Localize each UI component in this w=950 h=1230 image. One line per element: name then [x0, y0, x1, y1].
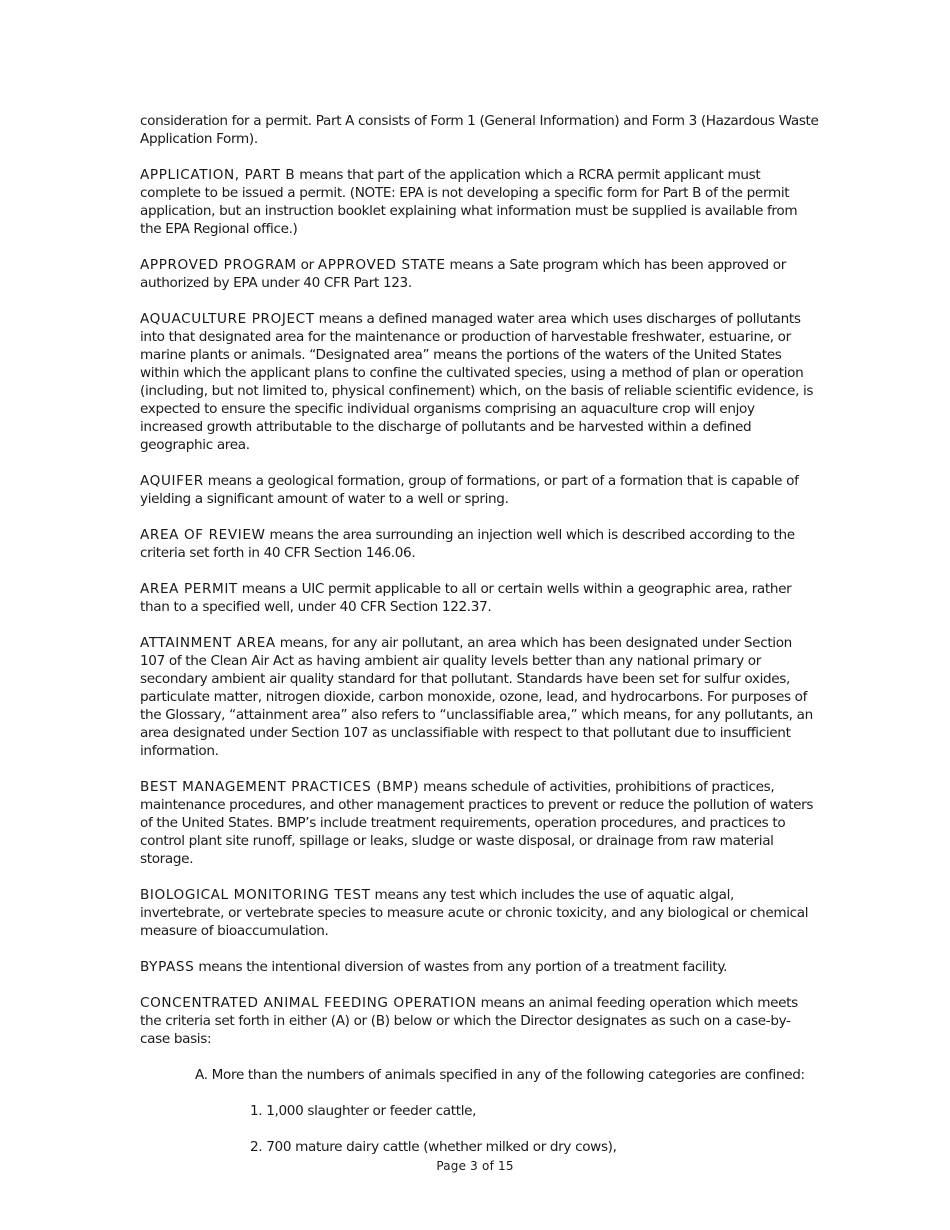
definition-connector: or	[296, 257, 318, 273]
definition-text: means a UIC permit applicable to all or certain wells within a geographic area, rather than to a specified well, under 40 CFR Section 122.37.	[140, 581, 792, 615]
definition-best-management-practices	[140, 778, 820, 868]
page-number-footer: Page 3 of 15	[436, 1159, 514, 1173]
definition-term: CONCENTRATED ANIMAL FEEDING OPERATION	[140, 995, 477, 1011]
definition-term: ATTAINMENT AREA	[140, 635, 276, 651]
definition-biological-monitoring-test	[140, 886, 820, 940]
page-body	[140, 112, 820, 1174]
definition-aquaculture-project	[140, 310, 820, 454]
definition-bypass	[140, 958, 820, 976]
definition-text: means that part of the application which a RCRA permit applicant must complete to be issued a permit. (NOTE: EPA is not developing a specific form for Part B of the permit application, but an instruction booklet explaining what information must be supplied is available from the EPA Regional office.)	[140, 167, 798, 237]
definition-term-secondary: APPROVED STATE	[317, 257, 446, 273]
list-item-a: A. More than the numbers of animals specified in any of the following categories are confined:	[195, 1067, 805, 1083]
definition-term: AREA OF REVIEW	[140, 527, 266, 543]
definition-term: BEST MANAGEMENT PRACTICES (BMP)	[140, 779, 420, 795]
definition-attainment-area	[140, 634, 820, 760]
definition-application-part-b	[140, 166, 820, 238]
definition-text: means a defined managed water area which uses discharges of pollutants into that designated area for the maintenance or production of harvestable freshwater, estuarine, or marine plants or animals. “Designated area” means the portions of the waters of the United States within which the applicant plans to confine the cultivated species, using a method of plan or operation (including, but not limited to, physical confinement) which, on the basis of reliable scientific evidence, is expected to ensure the specific individual organisms comprising an aquaculture crop will enjoy increased growth attributable to the discharge of pollutants and be harvested within a defined geographic area.	[140, 311, 814, 453]
definition-text: means the intentional diversion of wastes from any portion of a treatment facility.	[194, 959, 728, 975]
definition-term: AREA PERMIT	[140, 581, 238, 597]
definition-area-of-review	[140, 526, 820, 562]
definition-text: means the area surrounding an injection well which is described according to the criteria set forth in 40 CFR Section 146.06.	[140, 527, 795, 561]
definition-term: APPROVED PROGRAM	[140, 257, 297, 273]
definition-text: means any test which includes the use of aquatic algal, invertebrate, or vertebrate species to measure acute or chronic toxicity, and any biological or chemical measure of bioaccumulation.	[140, 887, 809, 939]
definition-text: means schedule of activities, prohibitions of practices, maintenance procedures, and other management practices to prevent or reduce the pollution of waters of the United States. BMP’s include treatment requirements, operation procedures, and practices to control plant site runoff, spillage or leaks, sludge or waste disposal, or drainage from raw material storage.	[140, 779, 814, 867]
definition-term: BYPASS	[140, 959, 195, 975]
intro-paragraph: consideration for a permit. Part A consists of Form 1 (General Information) and Form 3 (Hazardous Waste Application Form).	[140, 113, 819, 147]
definition-term: AQUACULTURE PROJECT	[140, 311, 315, 327]
definition-aquifer	[140, 472, 820, 508]
definition-approved-program	[140, 256, 820, 292]
definition-text: means a Sate program which has been approved or authorized by EPA under 40 CFR Part 123.	[140, 257, 787, 291]
definition-term: AQUIFER	[140, 473, 204, 489]
definition-text: means an animal feeding operation which meets the criteria set forth in either (A) or (B) below or which the Director designates as such on a case-by-case basis:	[140, 995, 798, 1047]
definition-text: means a geological formation, group of formations, or part of a formation that is capable of yielding a significant amount of water to a well or spring.	[140, 473, 799, 507]
definition-area-permit	[140, 580, 820, 616]
definition-concentrated-animal-feeding-operation	[140, 994, 820, 1048]
list-item-1: 1. 1,000 slaughter or feeder cattle,	[250, 1103, 477, 1119]
definition-text: means, for any air pollutant, an area which has been designated under Section 107 of the Clean Air Act as having ambient air quality levels better than any national primary or secondary ambient air quality standard for that pollutant. Standards have been set for sulfur oxides, particulate matter, nitrogen dioxide, carbon monoxide, ozone, lead, and hydrocarbons. For purposes of the Glossary, “attainment area” also refers to “unclassifiable area,” which means, for any pollutants, an area designated under Section 107 as unclassifiable with respect to that pollutant due to insufficient information.	[140, 635, 813, 759]
definition-term: BIOLOGICAL MONITORING TEST	[140, 887, 371, 903]
list-item-2: 2. 700 mature dairy cattle (whether milked or dry cows),	[250, 1139, 617, 1155]
definition-term: APPLICATION, PART B	[140, 167, 296, 183]
